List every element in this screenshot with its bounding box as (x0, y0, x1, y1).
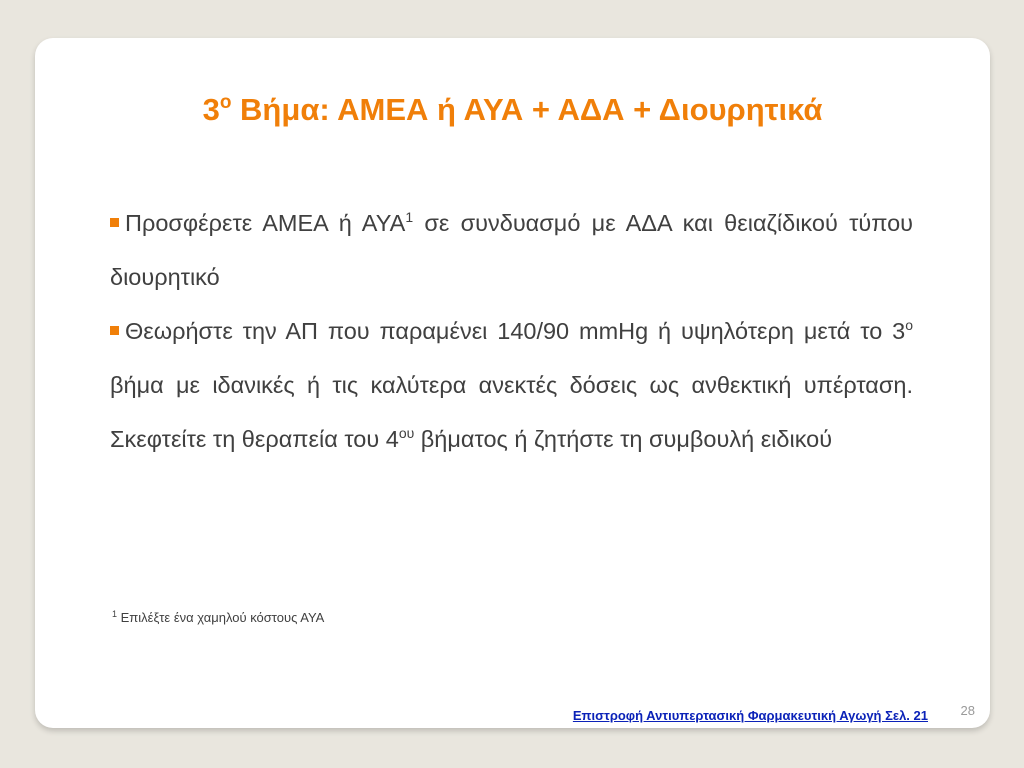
bullet-2-superscript-1: ο (905, 317, 913, 333)
bullet-icon (110, 218, 119, 227)
bullet-item-1 (110, 196, 913, 304)
footnote-marker: 1 (112, 609, 118, 619)
bullet-2-text-part3: βήματος ή ζητήστε τη συμβουλή ειδικού (414, 426, 833, 452)
title-step-number: 3 (202, 92, 220, 127)
bullet-icon (110, 326, 119, 335)
bullet-item-2 (110, 304, 913, 466)
back-link[interactable]: Επιστροφή Αντιυπερτασική Φαρμακευτική Αγωγή Σελ. 21 (572, 708, 928, 723)
footnote-text: Επιλέξτε ένα χαμηλού κόστους ΑΥΑ (117, 610, 325, 625)
slide (35, 38, 990, 728)
page-number: 28 (960, 703, 975, 718)
bullet-1-text-part1: Προσφέρετε ΑΜΕΑ ή ΑΥΑ (125, 210, 406, 236)
slide-title (35, 90, 990, 130)
title-superscript: ο (219, 92, 232, 113)
title-text: Βήμα: ΑΜΕΑ ή ΑΥΑ + ΑΔΑ + Διουρητικά (231, 92, 823, 127)
bullet-2-superscript-2: ου (398, 425, 415, 441)
bullet-1-footnote-ref: 1 (405, 209, 414, 225)
bullet-1-text-part2: σε συνδυασμό με ΑΔΑ και θειαζίδικού τύπου διουρητικό (110, 210, 913, 290)
bullet-2-text-part2: βήμα με ιδανικές ή τις καλύτερα ανεκτές δόσεις ως ανθεκτική υπέρταση. Σκεφτείτε τη θεραπεία του 4 (110, 372, 913, 452)
footnote (112, 610, 324, 626)
bullet-list (110, 196, 913, 466)
bullet-2-text-part1: Θεωρήστε την ΑΠ που παραμένει 140/90 mmHg ή υψηλότερη μετά το 3 (125, 318, 906, 344)
